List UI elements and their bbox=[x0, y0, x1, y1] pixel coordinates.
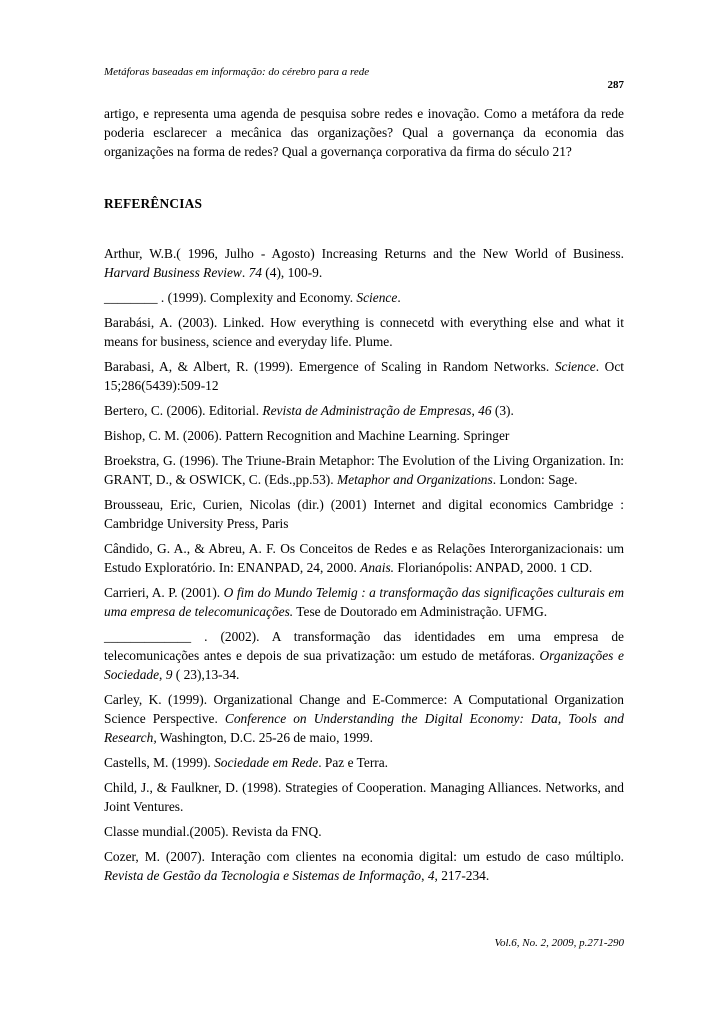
reference-italic-text: O fim do Mundo Telemig : a transformação das significações culturais em uma empresa de telecomunicações. bbox=[104, 585, 624, 619]
reference-item bbox=[104, 753, 624, 772]
reference-item bbox=[104, 495, 624, 533]
reference-text: ________ . (1999). Complexity and Economy. bbox=[104, 290, 357, 305]
reference-text: Barabási, A. (2003). Linked. How everything is connecetd with everything else and what it means for business, science and everyday life. Plume. bbox=[104, 315, 624, 349]
reference-text: Bertero, C. (2006). Editorial. bbox=[104, 403, 263, 418]
reference-text: ( 23),13-34. bbox=[172, 667, 240, 682]
reference-text: Carley, K. (1999). Organizational Change and E-Commerce: A Computational Organization Science Perspective. bbox=[104, 692, 624, 726]
reference-italic-text: Conference on Understanding the Digital Economy: Data, Tools and Research, bbox=[104, 711, 624, 745]
reference-italic-text: 74 bbox=[248, 265, 262, 280]
reference-text: Brousseau, Eric, Curien, Nicolas (dir.) (2001) Internet and digital economics Cambridge : Cambridge University Press, Paris bbox=[104, 497, 624, 531]
reference-list bbox=[104, 244, 624, 885]
reference-text: . bbox=[397, 290, 401, 305]
section-heading: REFERÊNCIAS bbox=[104, 196, 203, 211]
reference-text: . London: Sage. bbox=[492, 472, 578, 487]
reference-item bbox=[104, 690, 624, 747]
reference-text: _____________ . (2002). A transformação das identidades em uma empresa de telecomunicações antes e depois de sua privatização: um estudo de metáforas. bbox=[104, 629, 624, 663]
reference-italic-text: Science bbox=[554, 359, 596, 374]
journal-footer: Vol.6, No. 2, 2009, p.271-290 bbox=[494, 937, 624, 949]
reference-text: . Paz e Terra. bbox=[318, 755, 389, 770]
reference-item bbox=[104, 847, 624, 885]
intro-paragraph: artigo, e representa uma agenda de pesquisa sobre redes e inovação. Como a metáfora da rede poderia esclarecer a mecânica das organizações? Qual a governança da economia das organizações na forma de redes? Qual a governança corporativa da firma do século 21? bbox=[104, 106, 624, 159]
reference-text: Child, J., & Faulkner, D. (1998). Strategies of Cooperation. Managing Alliances. Networks, and Joint Ventures. bbox=[104, 780, 624, 814]
page-number: 287 bbox=[607, 79, 624, 91]
reference-item bbox=[104, 451, 624, 489]
reference-text: Cozer, M. (2007). Interação com clientes na economia digital: um estudo de caso múltiplo. bbox=[104, 849, 624, 864]
reference-text: Barabasi, A, & Albert, R. (1999). Emergence of Scaling in Random Networks. bbox=[104, 359, 555, 374]
reference-italic-text: Revista de Administração de Empresas bbox=[262, 403, 472, 418]
reference-text: Washington, D.C. 25-26 de maio, 1999. bbox=[156, 730, 373, 745]
reference-text: , bbox=[471, 403, 479, 418]
reference-item bbox=[104, 583, 624, 621]
reference-text: Broekstra, G. (1996). The Triune-Brain Metaphor: The Evolution of the Living Organization. In: GRANT, D., & OSWICK, C. (Eds.,pp.53). bbox=[104, 453, 624, 487]
reference-italic-text: 9 bbox=[165, 667, 173, 682]
reference-italic-text: 46 bbox=[478, 403, 492, 418]
reference-italic-text: Science bbox=[356, 290, 398, 305]
reference-item bbox=[104, 426, 624, 445]
reference-item bbox=[104, 244, 624, 282]
running-head: Metáforas baseadas em informação: do cérebro para a rede bbox=[104, 66, 370, 78]
reference-italic-text: Organizações e Sociedade bbox=[104, 648, 624, 682]
reference-item bbox=[104, 539, 624, 577]
reference-text: (4), 100-9. bbox=[261, 265, 323, 280]
reference-text: Cândido, G. A., & Abreu, A. F. Os Conceitos de Redes e as Relações Interorganizacionais: um Estudo Exploratório. In: ENANPAD, 24, 2000. bbox=[104, 541, 624, 575]
reference-text: Arthur, W.B.( 1996, Julho - Agosto) Increasing Returns and the New World of Business. bbox=[104, 246, 624, 261]
reference-italic-text: Revista de Gestão da Tecnologia e Sistemas de Informação bbox=[104, 868, 422, 883]
reference-item bbox=[104, 627, 624, 684]
reference-text: . Oct 15;286(5439):509-12 bbox=[104, 359, 624, 393]
reference-item bbox=[104, 288, 624, 307]
reference-text: Bishop, C. M. (2006). Pattern Recognition and Machine Learning. Springer bbox=[104, 428, 510, 443]
reference-italic-text: Sociedade em Rede bbox=[214, 755, 319, 770]
page-body bbox=[104, 104, 624, 891]
reference-text: . bbox=[241, 265, 249, 280]
reference-item bbox=[104, 778, 624, 816]
reference-italic-text: Harvard Business Review bbox=[104, 265, 242, 280]
reference-text: , bbox=[159, 667, 166, 682]
reference-text: , 217-234. bbox=[434, 868, 490, 883]
reference-italic-text: 4 bbox=[427, 868, 435, 883]
reference-text: Classe mundial.(2005). Revista da FNQ. bbox=[104, 824, 322, 839]
reference-text: , bbox=[421, 868, 428, 883]
reference-italic-text: Anais. bbox=[360, 560, 395, 575]
reference-item bbox=[104, 357, 624, 395]
reference-text: Carrieri, A. P. (2001). bbox=[104, 585, 224, 600]
reference-item bbox=[104, 401, 624, 420]
reference-text: (3). bbox=[491, 403, 514, 418]
reference-text: Florianópolis: ANPAD, 2000. 1 CD. bbox=[394, 560, 593, 575]
reference-text: Tese de Doutorado em Administração. UFMG. bbox=[293, 604, 548, 619]
reference-text: Castells, M. (1999). bbox=[104, 755, 215, 770]
reference-item bbox=[104, 822, 624, 841]
reference-italic-text: Metaphor and Organizations bbox=[336, 472, 493, 487]
reference-item bbox=[104, 313, 624, 351]
